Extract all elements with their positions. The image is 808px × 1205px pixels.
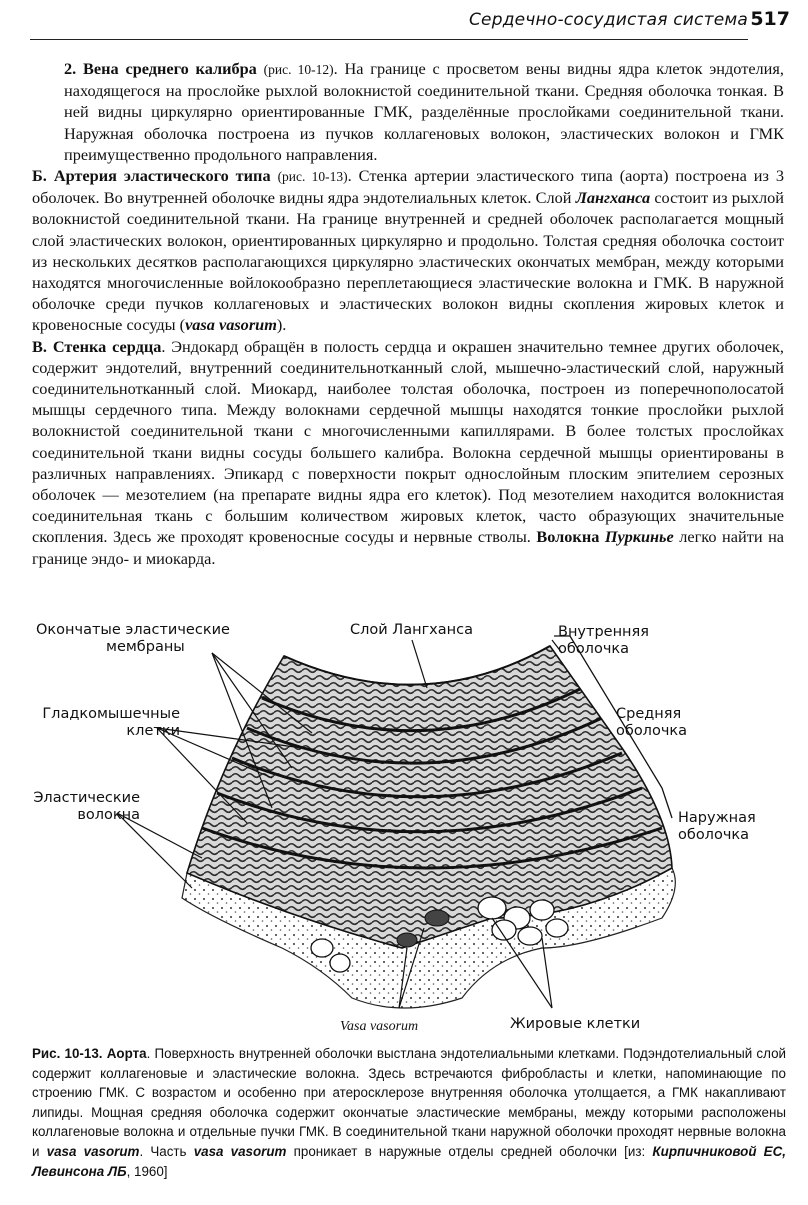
label-outer-line-1: Наружная [678,810,756,826]
caption-figure-number: Рис. 10-13. [32,1046,103,1061]
heart-letter: В. [32,336,47,356]
label-elastic-line-2: волокна [77,807,140,823]
label-fenestrated-membranes [36,622,230,656]
heart-heading: Стенка сердца [52,336,162,356]
caption-text-4: , 1960] [126,1163,168,1179]
label-inner-coat [558,624,649,658]
artery-text-3: ). [276,315,287,335]
caption-vasa-2: vasa vasorum [193,1143,287,1159]
artery-letter: Б. [32,166,47,186]
artery-heading: Артерия эластического типа [53,166,271,186]
label-elastic-fibers [30,790,140,824]
main-text [32,58,784,569]
paragraph-vein [32,58,784,165]
caption-text-2: . Часть [139,1143,194,1159]
paragraph-artery [32,165,784,336]
figure-caption [32,1044,786,1181]
running-header-title: Сердечно-сосудистая система [468,10,748,30]
page-number: 517 [750,8,790,30]
purkinje-term-a: Волокна [536,527,600,547]
label-middle-line-2: оболочка [616,723,688,739]
vasa-vasorum-term: vasa vasorum [185,315,277,335]
paragraph-heart [32,336,784,569]
caption-vasa-1: vasa vasorum [46,1143,140,1159]
label-middle-coat [616,706,687,740]
heart-text-1: . Эндокард обращён в полость сердца и окрашен значительно темнее других оболочек, содержит эндотелий, внутренний соединительнотканный слой, мышечно-эластический слой, наружный соединительнотканный слой. Миокард, наиболее толстая оболочка, построен из поперечнополосатой мышцы сердечного типа. Между волокнами сердечной мышцы находятся тонкие прослойки рыхлой волокнистой соединительной ткани с многочисленными капиллярами. В более толстых прослойках соединительной ткани видны сосуды большего калибра. Волокна сердечной мышцы ориентированы в различных направлениях. Эпикард с поверхности покрыт однослойным плоским эпителием серозных оболочек — мезотелием (на препарате видны ядра его клеток). Под мезотелием находится волокнистая соединительная ткань с большим количеством жировых клеток, часто образующих значительные скопления. Здесь же проходят кровеносные сосуды и нервные стволы. [32,336,784,547]
label-vasa-vasorum: Vasa vasorum [340,1019,419,1034]
label-middle-line-1: Средняя [616,706,682,722]
artery-figure-ref: (рис. 10-13) [277,169,348,185]
label-smooth-muscle-cells [40,706,180,740]
caption-text-3: проникает в наружные отделы средней оболочки [из: [286,1143,653,1159]
vein-figure-ref: (рис. 10-12) [263,62,334,77]
caption-source-authors: Кирпичниковой ЕС, Левинсона ЛБ [32,1143,787,1179]
label-langhans-layer: Слой Лангханса [350,622,473,638]
artery-text-1: . Стенка артерии эластического типа (аорта) построена из 3 оболочек. Во внутренней оболочке видны ядра эндотелиальных клеток. Слой [32,166,784,208]
artery-text-2: состоит из рыхлой волокнистой соединительной ткани. На границе внутренней и средней оболочек располагается мощный слой эластических волокон, ориентированных циркулярно и продольно. Толстая средняя оболочка состоит из нескольких десятков располагающихся циркулярно эластических окончатых мембран, между которыми находятся многочисленные войлокообразно переплетающиеся эластические волокна и ГМК. В наружной оболочке среди пучков коллагеновых и эластических волокон видны скопления жировых клеток и кровеносные сосуды ( [32,188,784,335]
vein-text: . На границе с просветом вены видны ядра клеток эндотелия, находящегося на прослойке рыхлой волокнистой соединительной ткани. Средняя оболочка тонкая. В ней видны циркулярно ориентированные ГМК, разделённые прослойками соединительной ткани. Наружная оболочка построена из пучков коллагеновых волокон, эластических волокон и ГМК преимущественно продольного направления. [64,59,784,164]
vein-heading: Вена среднего калибра [83,59,257,78]
label-inner-line-2: оболочка [558,641,630,657]
label-outer-line-2: оболочка [678,827,750,843]
langhans-term: Лангханса [575,188,651,208]
label-smc-line-1: Гладкомышечные [42,706,180,722]
label-smc-line-2: клетки [126,723,180,739]
label-elastic-line-1: Эластические [33,790,140,806]
caption-text-1: . Поверхность внутренней оболочки выстлана эндотелиальными клетками. Подэндотелиальный слой содержит коллагеновые и эластические волокна. Здесь встречаются фибробласты и клетки, напоминающие по строению ГМК. С возрастом и особенно при атеросклерозе внутренняя оболочка утолщается, а ГМК накапливают липиды. Мощная средняя оболочка содержит окончатые эластические мембраны, между которыми расположены коллагеновые волокна и отдельные пучки ГМК. В соединительной ткани наружной оболочки проходят нервные волокна и [32,1046,786,1159]
heart-text-2: легко найти на границе эндо- и миокарда. [32,527,785,568]
aorta-illustration [22,618,792,1038]
label-fenestrated-line-1: Окончатые эластические [36,622,230,638]
label-fenestrated-line-2: мембраны [106,639,185,655]
aorta-figure [22,618,792,1038]
label-inner-line-1: Внутренняя [558,624,649,640]
header-rule [30,39,748,40]
caption-figure-title: Аорта [106,1046,147,1061]
vein-number: 2. [64,59,77,78]
label-outer-coat [678,810,756,844]
purkinje-term-b: Пуркинье [604,527,674,547]
running-header [0,0,808,44]
label-fat-cells: Жировые клетки [510,1016,641,1032]
